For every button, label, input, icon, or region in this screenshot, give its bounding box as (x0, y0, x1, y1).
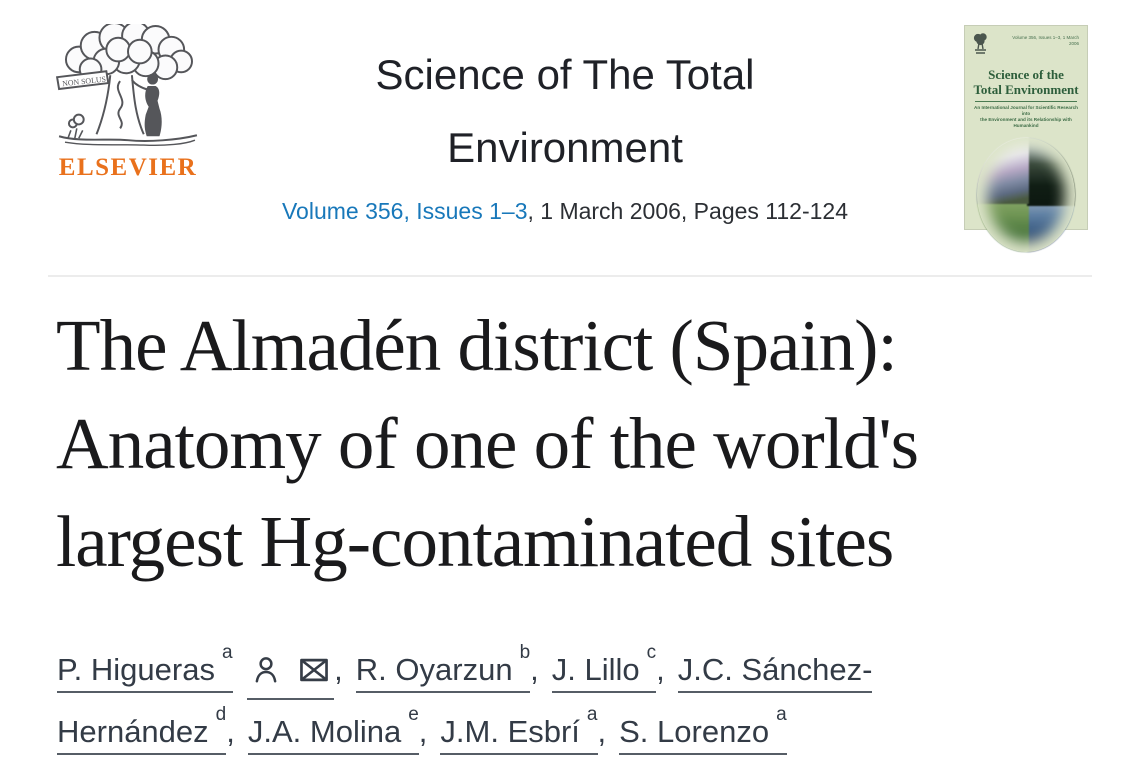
author-name: P. Higueras (57, 652, 215, 687)
author-affiliation-sup: a (776, 703, 787, 725)
journal-title-line-2: Environment (447, 124, 683, 171)
cover-landscape-photo (977, 138, 1075, 252)
journal-title (190, 38, 940, 184)
author-name: J.M. Esbrí (440, 714, 580, 749)
author-name: J.C. Sánchez- (677, 652, 873, 687)
journal-masthead (190, 38, 940, 225)
person-outline-icon (251, 654, 281, 686)
cover-title-line-1: Science of the (988, 67, 1064, 82)
author-name: J.A. Molina (247, 714, 402, 749)
author-affiliation-sup: a (586, 703, 598, 725)
author-separator: , (597, 714, 607, 749)
author-line-2 (57, 703, 1077, 766)
article-title-line-2: Anatomy of one of the world's (56, 403, 919, 484)
author-link-lorenzo[interactable] (619, 703, 787, 755)
cover-journal-title (973, 67, 1079, 97)
article-title-line-1: The Almadén district (Spain): (56, 305, 897, 386)
cover-rule (975, 101, 1077, 102)
author-name: J. Lillo (551, 652, 640, 687)
cover-volume-info: Volume 356, Issues 1–3, 1 March 2006 (1012, 35, 1079, 46)
author-affiliation-sup: e (408, 703, 419, 725)
article-title-line-3: largest Hg-contaminated sites (56, 501, 894, 582)
author-link-sanchez[interactable] (678, 652, 873, 693)
author-separator: , (418, 714, 428, 749)
author-link-molina[interactable] (247, 703, 419, 755)
journal-cover-thumbnail[interactable] (964, 25, 1088, 230)
header-divider (48, 275, 1092, 277)
author-name: R. Oyarzun (355, 652, 513, 687)
author-link-oyarzun[interactable] (355, 641, 531, 693)
cover-header (973, 33, 1079, 59)
cover-title-line-2: Total Environment (973, 82, 1079, 97)
volume-issue-link[interactable]: Volume 356, Issues 1–3 (281, 198, 528, 224)
journal-title-line-1: Science of The Total (375, 51, 755, 98)
cover-subtitle-line-1: An International Journal for Scientific Research into (974, 105, 1078, 116)
author-separator: , (656, 652, 665, 687)
cover-subtitle-line-2: the Environment and its Relationship with Humankind (980, 117, 1072, 128)
article-title (56, 297, 1116, 591)
author-affiliation-sup: d (215, 703, 227, 725)
author-affiliation-sup: b (519, 641, 531, 663)
volume-issue-line (190, 198, 940, 225)
author-link-esbri[interactable] (440, 703, 598, 755)
author-affiliation-sup: c (646, 641, 657, 663)
author-list (57, 641, 1077, 766)
logo-motto: NON SOLUS (61, 74, 107, 89)
envelope-icon (298, 654, 330, 686)
author-link-lillo[interactable] (551, 641, 657, 693)
author-name: Hernández (57, 714, 209, 749)
author-affiliation-sup: a (221, 641, 233, 663)
author-link-hernandez[interactable] (57, 703, 227, 755)
author-separator: , (334, 652, 343, 687)
author-line-1 (57, 641, 1077, 710)
author-separator: , (530, 652, 539, 687)
author-link-higueras[interactable] (57, 641, 233, 693)
cover-subtitle (973, 105, 1079, 129)
cover-mini-tree-icon (973, 33, 988, 55)
elsevier-wordmark: ELSEVIER (58, 154, 198, 181)
author-separator: , (226, 714, 235, 749)
volume-date-pages: , 1 March 2006, Pages 112-124 (527, 198, 848, 224)
author-name: S. Lorenzo (619, 714, 770, 749)
elsevier-tree-icon (49, 24, 207, 152)
author-contact-icons[interactable] (247, 648, 335, 700)
